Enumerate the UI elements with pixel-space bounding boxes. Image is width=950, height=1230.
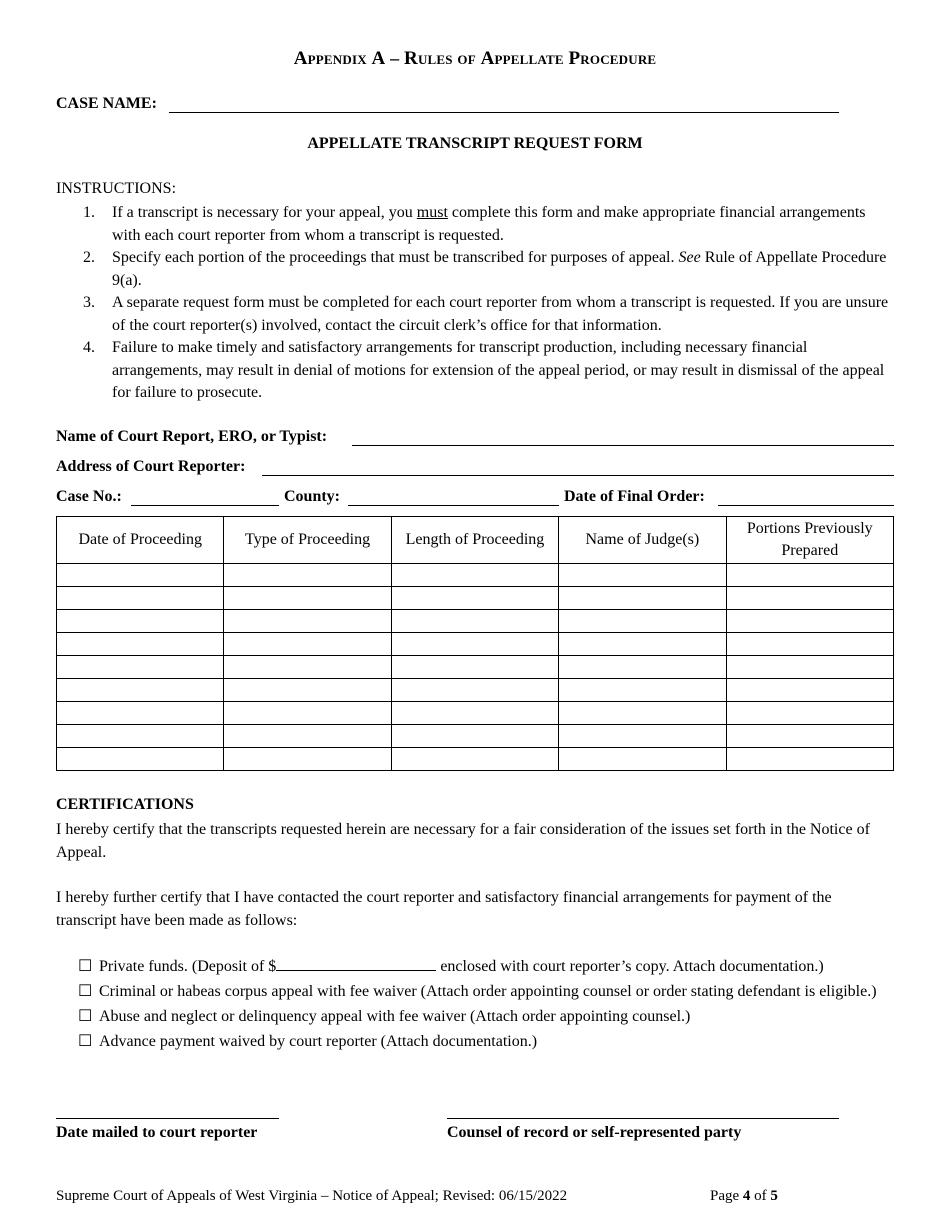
deposit-amount-field[interactable] [276,956,436,971]
table-cell[interactable] [559,702,726,725]
table-cell[interactable] [391,679,558,702]
county-label: County: [284,488,341,505]
table-row [57,679,894,702]
page-number: Page 4 of 5 [710,1188,778,1204]
table-cell[interactable] [559,748,726,771]
table-cell[interactable] [726,633,893,656]
table-row [57,564,894,587]
table-cell[interactable] [391,702,558,725]
table-cell[interactable] [57,679,224,702]
column-header: Name of Judge(s) [559,517,726,564]
table-cell[interactable] [726,610,893,633]
table-cell[interactable] [224,564,391,587]
table-header-row [57,517,894,564]
column-header: Length of Proceeding [391,517,558,564]
date-mailed-field[interactable] [56,1118,279,1119]
table-cell[interactable] [726,679,893,702]
table-row [57,748,894,771]
counsel-label: Counsel of record or self-represented party [447,1124,742,1141]
instruction-item: 2. Specify each portion of the proceedings that must be transcribed for purposes of appeal. See Rule of Appellate Procedure 9(a). [83,249,887,289]
table-cell[interactable] [224,748,391,771]
table-cell[interactable] [559,610,726,633]
table-cell[interactable] [726,702,893,725]
county-field[interactable] [348,505,559,506]
table-cell[interactable] [57,748,224,771]
option-criminal-habeas: ☐ Criminal or habeas corpus appeal with fee waiver (Attach order appointing counsel or order stating defendant is eligible.) [78,980,898,1004]
table-cell[interactable] [391,748,558,771]
table-cell[interactable] [726,656,893,679]
table-cell[interactable] [224,725,391,748]
table-cell[interactable] [57,587,224,610]
checkbox-icon[interactable]: ☐ [78,1008,93,1025]
column-header: Type of Proceeding [224,517,391,564]
table-row [57,656,894,679]
checkbox-icon[interactable]: ☐ [78,1033,93,1050]
table-cell[interactable] [224,702,391,725]
table-cell[interactable] [57,610,224,633]
table-row [57,725,894,748]
reporter-name-label: Name of Court Report, ERO, or Typist: [56,428,328,445]
table-cell[interactable] [559,725,726,748]
table-cell[interactable] [726,587,893,610]
instruction-item: 4. Failure to make timely and satisfactory arrangements for transcript production, including necessary financial arrangements, may result in denial of motions for extension of the appeal period, or may result in dismissal of the appeal for failure to prosecute. [83,339,885,401]
instructions-list [56,192,896,405]
footer-text: Supreme Court of Appeals of West Virginia – Notice of Appeal; Revised: 06/15/2022 [56,1188,568,1204]
table-row [57,587,894,610]
table-cell[interactable] [224,587,391,610]
table-cell[interactable] [559,656,726,679]
table-cell[interactable] [559,633,726,656]
table-cell[interactable] [391,725,558,748]
option-advance-waived: ☐ Advance payment waived by court reporter (Attach documentation.) [78,1030,898,1054]
instruction-item: 1. If a transcript is necessary for your appeal, you must complete this form and make appropriate financial arrangements with each court reporter from whom a transcript is requested. [83,204,866,244]
table-cell[interactable] [391,610,558,633]
table-cell[interactable] [57,564,224,587]
case-no-label: Case No.: [56,488,122,505]
final-order-field[interactable] [718,505,894,506]
proceedings-table [56,516,894,771]
table-cell[interactable] [559,564,726,587]
reporter-name-field[interactable] [352,445,894,446]
table-cell[interactable] [391,587,558,610]
case-name-field[interactable] [169,112,839,113]
table-row [57,633,894,656]
table-cell[interactable] [559,679,726,702]
final-order-label: Date of Final Order: [564,488,705,505]
payment-options [78,955,898,1055]
table-cell[interactable] [391,656,558,679]
instructions-heading: INSTRUCTIONS: [56,180,177,197]
table-cell[interactable] [391,564,558,587]
table-cell[interactable] [57,725,224,748]
table-row [57,702,894,725]
option-abuse-neglect: ☐ Abuse and neglect or delinquency appeal with fee waiver (Attach order appointing counsel.) [78,1005,898,1029]
table-cell[interactable] [726,748,893,771]
table-cell[interactable] [726,725,893,748]
column-header: Date of Proceeding [57,517,224,564]
table-cell[interactable] [224,633,391,656]
table-row [57,610,894,633]
table-cell[interactable] [224,679,391,702]
column-header: Portions Previously Prepared [726,517,893,564]
case-no-field[interactable] [131,505,279,506]
table-cell[interactable] [57,656,224,679]
certification-paragraph-1: I hereby certify that the transcripts requested herein are necessary for a fair consideration of the issues set forth in the Notice of Appeal. [56,821,870,861]
checkbox-icon[interactable]: ☐ [78,983,93,1000]
table-cell[interactable] [224,610,391,633]
page-title: Appendix A – Rules of Appellate Procedure [293,48,657,69]
table-cell[interactable] [559,587,726,610]
table-cell[interactable] [726,564,893,587]
checkbox-icon[interactable]: ☐ [78,958,93,975]
table-cell[interactable] [57,633,224,656]
form-title: APPELLATE TRANSCRIPT REQUEST FORM [307,135,643,152]
table-cell[interactable] [391,633,558,656]
option-private-funds: ☐ Private funds. (Deposit of $ enclosed with court reporter’s copy. Attach documentation.) [78,955,898,979]
counsel-signature-field[interactable] [447,1118,839,1119]
reporter-address-label: Address of Court Reporter: [56,458,246,475]
instruction-item: 3. A separate request form must be completed for each court reporter from whom a transcript is requested. If you are unsure of the court reporter(s) involved, contact the circuit clerk’s office for that information. [83,294,889,334]
certifications-heading: CERTIFICATIONS [56,796,194,813]
date-mailed-label: Date mailed to court reporter [56,1124,258,1141]
certification-paragraph-2: I hereby further certify that I have contacted the court reporter and satisfactory financial arrangements for payment of the transcript have been made as follows: [56,889,832,929]
case-name-label: CASE NAME: [56,95,157,112]
table-cell[interactable] [224,656,391,679]
reporter-address-field[interactable] [262,475,894,476]
table-cell[interactable] [57,702,224,725]
